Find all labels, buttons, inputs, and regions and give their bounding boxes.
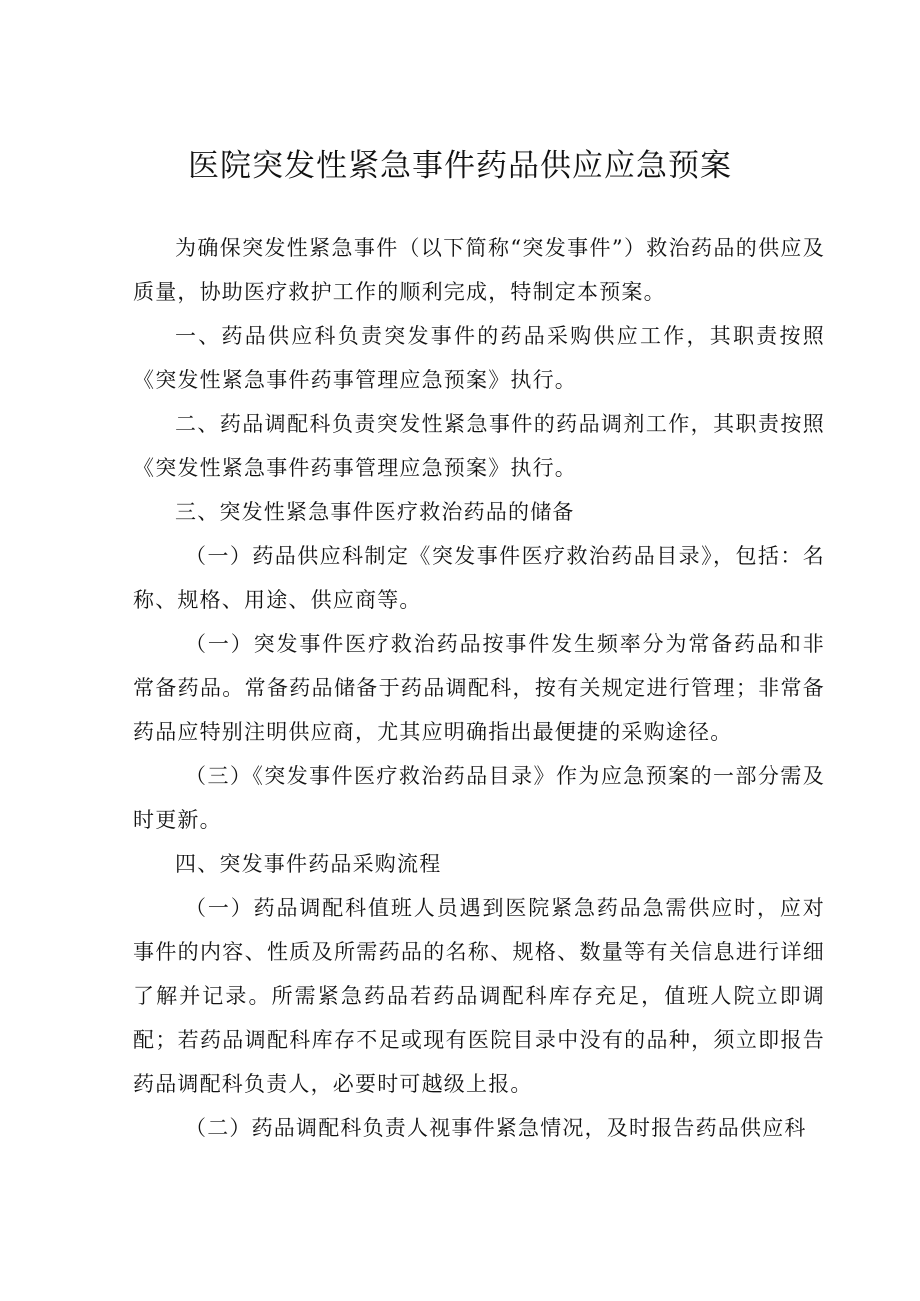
paragraph-section-4-item-1: （一）药品调配科值班人员遇到医院紧急药品急需供应时，应对事件的内容、性质及所需药品的名称、规格、数量等有关信息进行详细了解并记录。所需紧急药品若药品调配科库存充足，值班人院立即调配；若药品调配科库存不足或现有医院目录中没有的品种，须立即报告药品调配科负责人，必要时可越级上报。: [133, 896, 825, 1096]
paragraph-section-4-item-2: （二）药品调配科负责人视事件紧急情况，及时报告药品供应科: [185, 1116, 807, 1140]
heading-section-3: 三、突发性紧急事件医疗救治药品的储备: [175, 500, 575, 524]
paragraph-intro: 为确保突发性紧急事件（以下简称“突发事件”）救治药品的供应及质量，协助医疗救护工作的顺利完成，特制定本预案。: [133, 236, 825, 304]
paragraph-section-2: 二、药品调配科负责突发性紧急事件的药品调剂工作，其职责按照《突发性紧急事件药事管理应急预案》执行。: [133, 412, 825, 480]
paragraph-section-3-item-2: （一）突发事件医疗救治药品按事件发生频率分为常备药品和非常备药品。常备药品储备于药品调配科，按有关规定进行管理；非常备药品应特别注明供应商，尤其应明确指出最便捷的采购途径。: [133, 632, 825, 744]
document-body: [133, 226, 825, 1150]
paragraph-section-3-item-3: （三）《突发事件医疗救治药品目录》作为应急预案的一部分需及时更新。: [133, 764, 825, 832]
paragraph-section-1: 一、药品供应科负责突发事件的药品采购供应工作，其职责按照《突发性紧急事件药事管理应急预案》执行。: [133, 324, 825, 392]
heading-section-4: 四、突发事件药品采购流程: [175, 852, 442, 876]
paragraph-section-3-item-1: （一）药品供应科制定《突发事件医疗救治药品目录》，包括：名称、规格、用途、供应商等。: [133, 544, 825, 612]
document-title: 医院突发性紧急事件药品供应应急预案: [188, 148, 732, 184]
